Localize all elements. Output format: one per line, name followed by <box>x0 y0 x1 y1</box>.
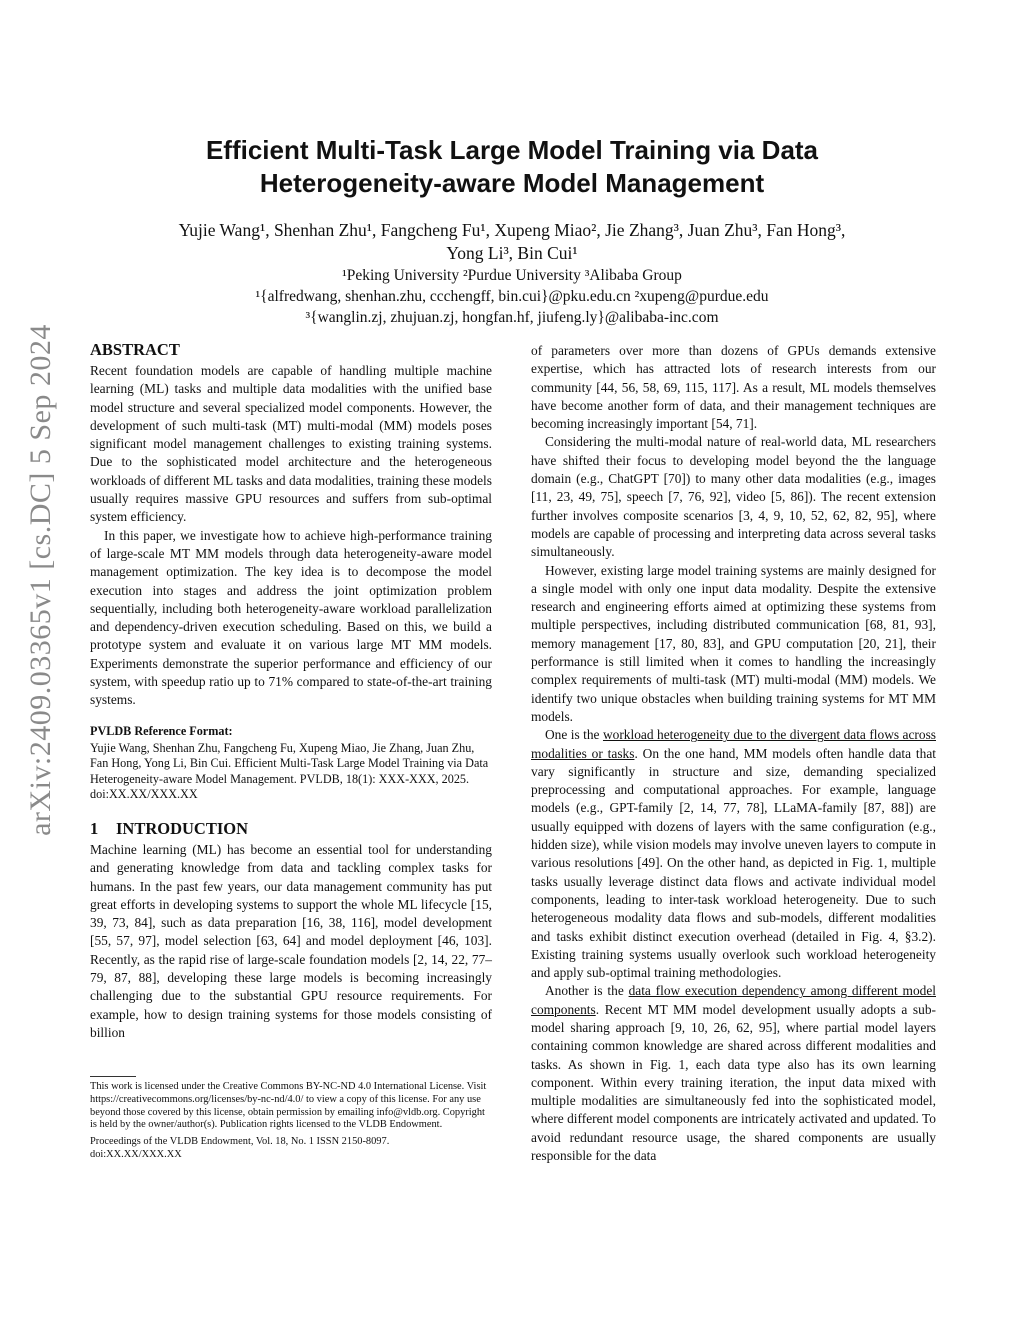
intro-paragraph-execution-dependency <box>531 982 936 1165</box>
intro-paragraph-continued: of parameters over more than dozens of GPUs demands extensive expertise, which has attracted lots of research interests from our community [44, 56, 58, 69, 115, 117]. As a result, ML models themselves have become another form of data, and their management techniques are becoming increasingly important [54, 71]. <box>531 343 936 432</box>
intro-paragraph-limitations: However, existing large model training systems are mainly designed for a single model with only one input data modality. Despite the extensive research and engineering efforts aimed at optimizing these systems from multiple perspectives, including distributed communication [68, 81, 93], memory management [17, 80, 83], and GPU computation [20, 21], their performance is still limited when it comes to handling the increasingly complex requirements of multi-task (MT) multi-modal (MM) models. We identify two unique obstacles when building training systems for MT MM models. <box>531 562 936 724</box>
authors-line-2: Yong Li³, Bin Cui¹ <box>446 243 578 263</box>
introduction-heading <box>90 819 492 839</box>
affiliation-institutions: ¹Peking University ²Purdue University ³Alibaba Group <box>342 267 682 284</box>
abstract-paragraph-2: In this paper, we investigate how to achieve high-performance training of large-scale MT MM models through data heterogeneity-aware model management optimization. The key idea is to decompose the model execution into stages and address the joint optimization problem sequentially, including both heterogeneity-aware workload parallelization and dependency-driven execution scheduling. Based on this, we build a prototype system and evaluate it on various large MT MM models. Experiments demonstrate the superior performance and efficiency of our system, with speedup ratio up to 71% compared to state-of-the-art training systems. <box>90 527 492 708</box>
proceedings-text: Proceedings of the VLDB Endowment, Vol. 18, No. 1 ISSN 2150-8097. <box>90 1136 390 1148</box>
abstract-heading: ABSTRACT <box>90 340 180 359</box>
author-list <box>110 219 914 265</box>
license-text: This work is licensed under the Creative Commons BY-NC-ND 4.0 International License. Visit https://creativecommons.org/licenses/by-nc-nd/4.0/ to view a copy of this license. For any use beyond those covered by this license, obtain permission by emailing info@vldb.org. Copyright is held by the owner/author(s). Publication rights licensed to the VLDB Endowment. <box>90 1081 487 1131</box>
paper-title <box>120 134 904 200</box>
arxiv-identifier: arXiv:2409.03365v1 [cs.DC] 5 Sep 2024 <box>24 324 57 836</box>
underlined-phrase: data flow execution dependency among different model components <box>531 983 936 1017</box>
affiliation-emails-1: ¹{alfredwang, shenhan.zhu, ccchengff, bin.cui}@pku.edu.cn ²xupeng@purdue.edu <box>255 288 769 305</box>
reference-format-doi: doi:XX.XX/XXX.XX <box>90 787 198 802</box>
paragraph-lead: One is the <box>545 727 603 743</box>
intro-paragraph-multimodal: Considering the multi-modal nature of real-world data, ML researchers have shifted their focus to developing model beyond the the language domain (e.g., ChatGPT [70]) to many other data modalities (e.g., images [11, 23, 49, 75], speech [7, 76, 92], video [5, 86]). The recent extension further involves composite scenarios [3, 4, 9, 10, 52, 62, 82, 95], where models are capable of processing and interpreting data across several tasks simultaneously. <box>531 434 936 560</box>
section-number: 1 <box>90 818 99 838</box>
affiliation-emails-2: ³{wanglin.zj, zhujuan.zj, hongfan.hf, jiufeng.ly}@alibaba-inc.com <box>305 309 719 326</box>
paragraph-lead: Another is the <box>545 983 629 999</box>
paragraph-rest: . On the one hand, MM models often handle data that vary significantly in structure and size, demanding specialized preprocessing and computational approaches. For example, language models (e.g., GPT-family [2, 14, 77, 78], LLaMA-family [87, 88]) are usually equipped with dozens of layers with the same configuration (e.g., hidden size), while vision models may involve uneven layers to compute in various resolutions [49]. On the other hand, as depicted in Fig. 1, multiple tasks usually leverage distinct data flows and activate individual model components, leading to inter-task workload heterogeneity. Due to such heterogeneous modality data flows and sub-models, different modalities and tasks exhibit distinct execution overhead (detailed in Fig. 4, §3.2). Existing training systems usually overlook such workload heterogeneity and apply sub-optimal training methodologies. <box>531 745 937 981</box>
section-title: INTRODUCTION <box>116 818 249 838</box>
intro-paragraph-workload-heterogeneity <box>531 726 936 982</box>
title-line-2: Heterogeneity-aware Model Management <box>259 168 765 198</box>
footnote-doi: doi:XX.XX/XXX.XX <box>90 1148 182 1160</box>
reference-format-body: Yujie Wang, Shenhan Zhu, Fangcheng Fu, Xupeng Miao, Jie Zhang, Juan Zhu, Fan Hong, Yong Li, Bin Cui. Efficient Multi-Task Large Model Training via Data Heterogeneity-aware Model Management. PVLDB, 18(1): XXX-XXX, 2025. <box>90 740 489 786</box>
authors-line-1: Yujie Wang¹, Shenhan Zhu¹, Fangcheng Fu¹, Xupeng Miao², Jie Zhang³, Juan Zhu³, Fan Hong³, <box>178 220 846 240</box>
abstract-paragraph-1: Recent foundation models are capable of handling multiple machine learning (ML) tasks and multiple data modalities with the unified base model structure and several specialized model components. However, the development of such multi-task (MT) multi-modal (MM) models poses significant model management challenges to existing training systems. Due to the sophisticated model architecture and the heterogeneous workloads of different ML tasks and data modalities, training these models usually requires massive GPU resources and suffers from sub-optimal system efficiency. <box>90 363 492 525</box>
affiliations <box>110 265 914 328</box>
title-line-1: Efficient Multi-Task Large Model Training via Data <box>205 135 819 165</box>
introduction-paragraph-1: Machine learning (ML) has become an essential tool for understanding and generating knowledge from data and tackling complex tasks for humans. In the past few years, our data management community has put great efforts in developing systems to support the whole ML lifecycle [15, 39, 73, 84], such as data preparation [16, 38, 116], model development [55, 57, 97], model selection [63, 64] and model deployment [46, 103]. Recently, as the rapid rise of large-scale foundation models [2, 14, 22, 77–79, 87, 88], developing these large models is becoming increasingly challenging due to the substantial GPU resource requirements. For example, how to design training systems for those models consisting of billion <box>90 841 492 1040</box>
license-footnote <box>90 1076 492 1162</box>
reference-format-heading: PVLDB Reference Format: <box>90 723 233 738</box>
paragraph-rest: . Recent MT MM model development usually adopts a sub-model sharing approach [9, 10, 26, 62, 95], where partial model layers containing common knowledge are shared across different modalities and tasks. As shown in Fig. 1, each data type also has its own learning component. Within every training iteration, the input data mixed with multiple modalities are simultaneously fed into the sophisticated model, where different model components are intricately activated and updated. To avoid redundant resource usage, the shared components are usually responsible for the data <box>531 1001 936 1164</box>
right-column <box>531 342 936 1165</box>
underlined-phrase: workload heterogeneity due to the divergent data flows across modalities or tasks <box>531 727 936 761</box>
arxiv-sidebar-stamp <box>22 324 60 836</box>
left-column <box>90 340 492 1042</box>
footnote-rule <box>90 1076 136 1077</box>
